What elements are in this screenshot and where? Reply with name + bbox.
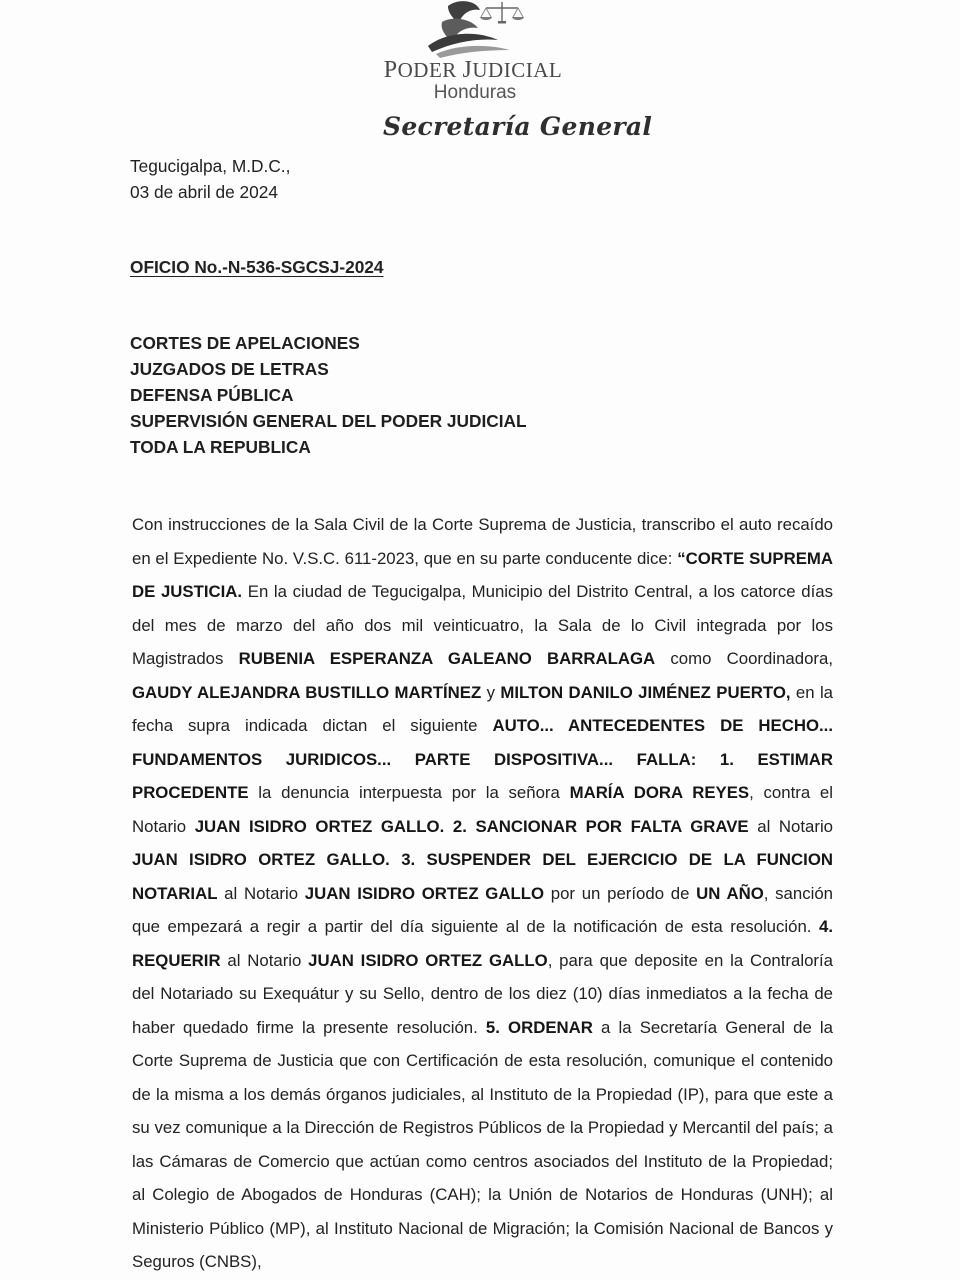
body-bold-segment: JUAN ISIDRO ORTEZ GALLO. 3. SUSPENDER DEL EJERCICIO DE LA FUNCION NOTARIAL [132,850,833,903]
body-bold-segment: “CORTE SUPREMA DE JUSTICIA. [132,548,834,601]
scales-string-right-2 [518,8,523,17]
body-bold-segment: JUAN ISIDRO ORTEZ GALLO [304,883,545,903]
body-text-segment: al Notario [748,816,834,836]
body-text-segment: , sanción que empezará a regir a partir del día siguiente al de la notificación de esta resolución. [132,883,833,936]
recipient-line: CORTES DE APELACIONES [130,333,360,353]
scales-pan-left [480,17,492,20]
recipient-line: TODA LA REPUBLICA [130,437,311,457]
place-and-date [130,153,290,205]
body-bold-segment: GAUDY ALEJANDRA BUSTILLO MARTÍNEZ [132,682,482,702]
body-text-segment: por un período de [544,883,697,903]
body-bold-segment: JUAN ISIDRO ORTEZ GALLO [308,950,548,970]
scales-pan-right [512,17,524,20]
scales-string-left-1 [481,8,486,17]
body-text-segment: Con instrucciones de la Sala Civil de la Corte Suprema de Justicia, transcribo el auto recaído en el Expediente No. V.S.C. 611-2023, que en su parte conducente dice: [132,515,833,568]
body-bold-segment: RUBENIA ESPERANZA GALEANO BARRALAGA [238,649,656,668]
letterhead [0,0,960,160]
body-text-segment: como Coordinadora, [655,649,833,668]
recipient-line: SUPERVISIÓN GENERAL DEL PODER JUDICIAL [130,411,527,431]
scales-string-right-1 [513,8,518,17]
body-bold-segment: AUTO... ANTECEDENTES DE HECHO... FUNDAMENTOS JURIDICOS... PARTE DISPOSITIVA... FALLA: 1. ESTIMAR PROCEDENTE [132,716,833,802]
date-line: 03 de abril de 2024 [130,182,278,202]
body-text-segment: y [481,682,501,702]
body-bold-segment: 5. ORDENAR [485,1017,593,1037]
organization-country: Honduras [433,82,517,103]
body-bold-segment: 4. REQUERIR [132,917,833,970]
reference-number: OFICIO No.-N-536-SGCSJ-2024 [130,257,384,277]
body-text-segment: en la fecha supra indicada dictan el siguiente [132,682,834,735]
recipients-list [130,330,527,460]
judicial-emblem-logo [418,0,538,58]
recipient-line: JUZGADOS DE LETRAS [130,359,329,379]
body-paragraph [132,508,833,1279]
office-signature-title: Secretaría General [383,112,653,141]
body-text-segment: al Notario [217,883,305,903]
organization-name: PODER JUDICIAL [383,57,563,83]
body-bold-segment: MILTON DANILO JIMÉNEZ PUERTO, [500,682,791,702]
body-text-segment: , para que deposite en la Contraloría del Notariado su Exequátur y su Sello, dentro de los diez (10) días inmediatos a la fecha de haber quedado firme la presente resolución. [132,950,833,1037]
body-text-segment: , contra el Notario [132,783,833,836]
scales-base [498,21,506,24]
body-text-segment: En la ciudad de Tegucigalpa, Municipio del Distrito Central, a los catorce días del mes de marzo del año dos mil veinticuatro, la Sala de lo Civil integrada por los Magistrados [132,582,833,668]
recipient-line: DEFENSA PÚBLICA [130,385,294,405]
body-bold-segment: MARÍA DORA REYES [569,783,750,802]
body-text-segment: la denuncia interpuesta por la señora [248,783,570,802]
body-text-segment: al Notario [220,950,309,970]
body-bold-segment: UN AÑO [696,883,764,903]
place-line: Tegucigalpa, M.D.C., [130,156,291,176]
scales-string-left-2 [486,8,491,17]
body-text-segment: a la Secretaría General de la Corte Suprema de Justicia que con Certificación de esta resolución, comunique el contenido de la misma a los demás órganos judiciales, al Instituto de la Propiedad (IP), para que este a su vez comunique a la Dirección de Registros Públicos de la Propiedad y Mercantil del país; a las Cámaras de Comercio que actúan como centros asociados del Instituto de la Propiedad; al Colegio de Abogados de Honduras (CAH); la Unión de Notarios de Honduras (UNH); al Ministerio Público (MP), al Instituto Nacional de Migración; la Comisión Nacional de Bancos y Seguros (CNBS), [132,1017,833,1271]
body-bold-segment: JUAN ISIDRO ORTEZ GALLO. 2. SANCIONAR POR FALTA GRAVE [194,816,749,836]
